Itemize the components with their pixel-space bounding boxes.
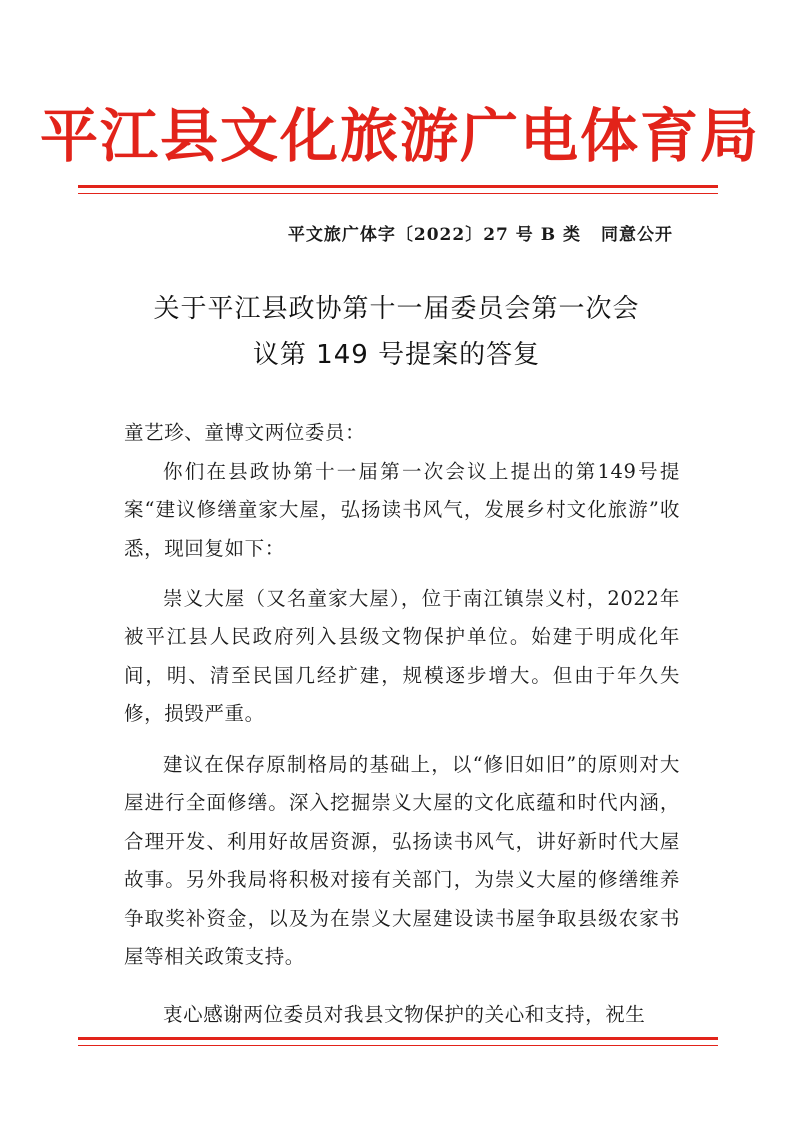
doc-number-line	[288, 220, 673, 250]
footer-rule-thin	[78, 1045, 718, 1046]
disclosure-label: 同意公开	[601, 225, 673, 245]
document-title-line-2: 议第 149 号提案的答复	[252, 340, 541, 370]
doc-number: 平文旅广体字〔2022〕27 号 B 类	[287, 225, 581, 245]
paragraph-2: 崇义大屋（又名童家大屋），位于南江镇崇义村，2022年被平江县人民政府列入县级文物保护单位。始建于明成化年间，明、清至民国几经扩建，规模逐步增大。但由于年久失修，损毁严重。	[124, 587, 680, 726]
paragraph-4: 衷心感谢两位委员对我县文物保护的关心和支持，祝生	[163, 1003, 646, 1026]
paragraph-3: 建议在保存原制格局的基础上，以“修旧如旧”的原则对大屋进行全面修缮。深入挖掘崇义大屋的文化底蕴和时代内涵，合理开发、利用好故居资源，弘扬读书风气，讲好新时代大屋故事。另外我局将积极对接有关部门，为崇义大屋的修缮维养争取奖补资金，以及为在崇义大屋建设读书屋争取县级农家书屋等相关政策支持。	[124, 753, 680, 969]
document-title-line-1: 关于平江县政协第十一届委员会第一次会	[153, 294, 640, 324]
footer-rule-thick	[78, 1037, 718, 1040]
salutation: 童艺珍、童博文两位委员：	[124, 421, 366, 444]
masthead-rule-thin	[78, 193, 718, 194]
masthead-rule-thick	[78, 185, 718, 188]
paragraph-1: 你们在县政协第十一届第一次会议上提出的第149号提案“建议修缮童家大屋，弘扬读书风气，发展乡村文化旅游”收悉，现回复如下：	[124, 460, 680, 560]
masthead-title: 平江县文化旅游广电体育局	[40, 102, 761, 170]
